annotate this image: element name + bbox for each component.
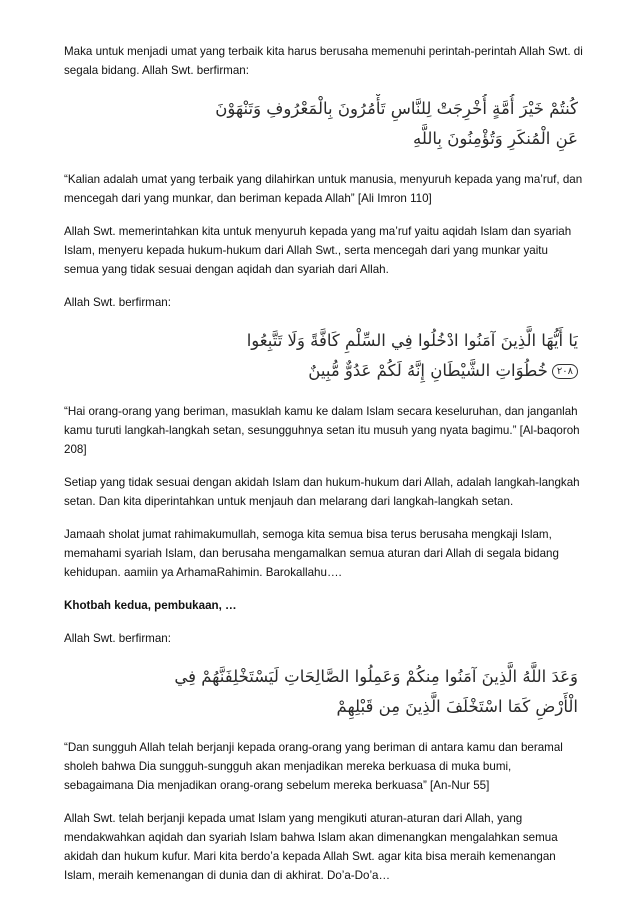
intro-paragraph: Maka untuk menjadi umat yang terbaik kita harus berusaha memenuhi perintah-perintah Allah Swt. di segala bidang. Allah Swt. berfirman:	[64, 45, 583, 77]
verse-translation: “Kalian adalah umat yang terbaik yang dilahirkan untuk manusia, menyuruh kepada yang ma’ruf, dan mencegah dari yang munkar, dan beriman kepada Allah” [Ali Imron 110]	[64, 173, 583, 205]
body-paragraph: Allah Swt. berfirman:	[64, 632, 171, 645]
ayah-number-badge: ٢٠٨	[552, 364, 578, 379]
quran-verse-al-baqarah-208	[64, 326, 578, 386]
verse-line	[64, 356, 578, 386]
verse-translation: “Dan sungguh Allah telah berjanji kepada orang-orang yang beriman di antara kamu dan beramal sholeh bahwa Dia sungguh-sungguh akan menjadikan mereka berkuasa di muka bumi, sebagaimana Dia menjadikan orang-orang sebelum mereka berkuasa” [An-Nur 55]	[64, 741, 563, 792]
section-heading: Khotbah kedua, pembukaan, …	[64, 599, 237, 612]
body-paragraph: Allah Swt. berfirman:	[64, 296, 171, 309]
verse-line: كُنتُمْ خَيْرَ أُمَّةٍ أُخْرِجَتْ لِلنَّاسِ تَأْمُرُونَ بِالْمَعْرُوفِ وَتَنْهَوْنَ	[215, 99, 578, 118]
body-paragraph: Setiap yang tidak sesuai dengan akidah Islam dan hukum-hukum dari Allah, adalah langkah-langkah setan. Dan kita diperintahkan untuk menjauh dan melarang dari langkah-langkah setan.	[64, 476, 580, 508]
verse-line-text: خُطُوَاتِ الشَّيْطَانِ إِنَّهُ لَكُمْ عَدُوٌّ مُّبِينٌ	[308, 361, 548, 380]
verse-line: عَنِ الْمُنكَرِ وَتُؤْمِنُونَ بِاللَّهِ	[413, 129, 578, 148]
verse-line: وَعَدَ اللَّهُ الَّذِينَ آمَنُوا مِنكُمْ وَعَمِلُوا الصَّالِحَاتِ لَيَسْتَخْلِفَنَّهُمْ فِي	[174, 667, 578, 686]
verse-line: الْأَرْضِ كَمَا اسْتَخْلَفَ الَّذِينَ مِن قَبْلِهِمْ	[336, 697, 578, 716]
quran-verse-ali-imran-110	[64, 94, 578, 154]
quran-verse-an-nur-55	[64, 662, 578, 722]
closing-paragraph: Allah Swt. telah berjanji kepada umat Islam yang mengikuti aturan-aturan dari Allah, yang mendakwahkan aqidah dan syariah Islam bahwa Islam akan dimenangkan mengalahkan semua akidah dan hukum kufur. Mari kita berdo’a kepada Allah Swt. agar kita bisa meraih kemenangan Islam, meraih kemenangan di dunia dan di akhirat. Do’a-Do’a…	[64, 812, 558, 882]
body-paragraph: Allah Swt. memerintahkan kita untuk menyuruh kepada yang ma’ruf yaitu aqidah Islam dan syariah Islam, menyeru kepada hukum-hukum dari Allah Swt., serta mencegah dari yang munkar yaitu semua yang tidak sesuai dengan aqidah dan syariah dari Allah.	[64, 225, 572, 276]
verse-translation: “Hai orang-orang yang beriman, masuklah kamu ke dalam Islam secara keseluruhan, dan janganlah kamu turuti langkah-langkah setan, sesungguhnya setan itu musuh yang nyata bagimu.” [Al-baqoroh 208]	[64, 405, 580, 456]
body-paragraph: Jamaah sholat jumat rahimakumullah, semoga kita semua bisa terus berusaha mengkaji Islam, memahami syariah Islam, dan berusaha mengamalkan semua aturan dari Allah di segala bidang kehidupan. aamiin ya ArhamaRahimin. Barokallahu….	[64, 528, 559, 579]
verse-line: يَا أَيُّهَا الَّذِينَ آمَنُوا ادْخُلُوا فِي السِّلْمِ كَافَّةً وَلَا تَتَّبِعُوا	[246, 331, 578, 350]
